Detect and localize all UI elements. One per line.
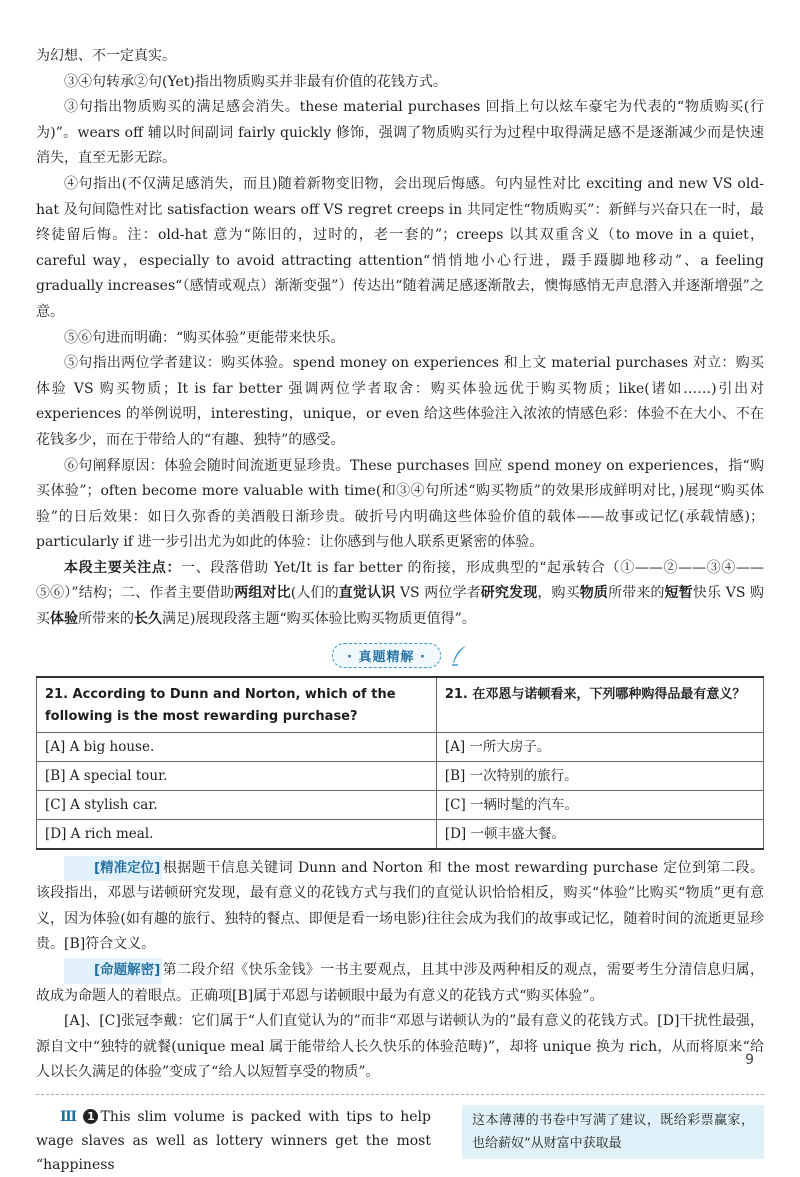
- next-passage-en-text: This slim volume is packed with tips to help wage slaves as well as lottery winners get the most “happiness: [36, 1109, 431, 1173]
- question-stem-en: 21. According to Dunn and Norton, which of the following is the most rewarding purchase?: [37, 677, 437, 733]
- option-zh: [D] 一顿丰盛大餐。: [436, 819, 763, 849]
- analysis-p4: ⑤⑥句进而明确：“购买体验”更能带来快乐。: [64, 329, 345, 346]
- summary-text: ，购买: [537, 585, 580, 602]
- section-banner: [36, 643, 764, 668]
- summary-emphasis: 两组对比: [234, 585, 291, 602]
- question-table: [36, 676, 764, 850]
- quill-pen-icon: [450, 645, 468, 667]
- summary-emphasis: 研究发现: [480, 585, 538, 602]
- tag-precise-locate: [精准定位]: [64, 856, 162, 882]
- question-stem-row: [37, 677, 764, 733]
- explain-locate-text: 根据题干信息关键词 Dunn and Norton 和 the most rewarding purchase 定位到第二段。该段指出，邓恩与诺顿研究发现，最有意义的花钱方式与我们的直觉认识恰恰相反，购买“体验”比购买“物质”更有意义，因为体验(如有趣的旅行、独特的餐点、即便是看一场电影)往往会成为我们的故事或记忆，随着时间的流逝更显珍贵。[B]符合文义。: [36, 859, 764, 953]
- option-en: [C] A stylish car.: [37, 790, 437, 819]
- summary-text: 一、段落借助 Yet/It is far better 的衔接，形成典型的“起承转合（①——②——③④——⑤⑥）”结构；二、作者主要借助: [36, 559, 765, 602]
- option-en: [B] A special tour.: [37, 761, 437, 790]
- summary-label: 本段主要关注点：: [64, 559, 182, 576]
- option-zh: [B] 一次特别的旅行。: [436, 761, 763, 790]
- explain-locate: [36, 856, 764, 958]
- option-row: [37, 819, 764, 849]
- summary-text: VS 两位学者: [395, 585, 481, 602]
- option-zh: [A] 一所大房子。: [436, 732, 763, 761]
- next-passage-preview: [36, 1105, 764, 1177]
- banner-label: · 真题精解 ·: [332, 643, 441, 668]
- question-stem-zh: 21. 在邓恩与诺顿看来，下列哪种购得品最有意义？: [436, 677, 763, 733]
- next-passage-zh: 这本薄薄的书卷中写满了建议，既给彩票赢家，也给薪奴“从财富中获取最: [462, 1105, 764, 1159]
- page-content: [36, 44, 764, 1177]
- next-passage-en: [36, 1105, 431, 1177]
- analysis-p5: ⑤句指出两位学者建议：购买体验。spend money on experiences 和上文 material purchases 对立：购买体验 VS 购买物质；It is far better 强调两位学者取舍：购买体验远优于购买物质；like(诸如……)引出对 experiences 的举例说明，interesting，unique，or even 给这些体验注入浓浓的情感色彩：体验不在大小、不在花钱多少，而在于带给人的“有趣、独特”的感受。: [36, 355, 764, 448]
- section-divider: [36, 1094, 764, 1095]
- option-row: [37, 790, 764, 819]
- summary-emphasis: 物质: [579, 585, 609, 602]
- analysis-line0: 为幻想、不一定真实。: [36, 48, 176, 64]
- sentence-number-icon: 1: [83, 1109, 98, 1124]
- option-en: [D] A rich meal.: [37, 819, 437, 849]
- summary-emphasis: 体验: [50, 611, 78, 628]
- explain-distractors: [A]、[C]张冠李戴：它们属于“人们直觉认为的”而非“邓恩与诺顿认为的”最有意义的花钱方式。[D]干扰性最强，源自文中“独特的就餐(unique meal 属于能带给人长久快乐的体验范畴)”，却将 unique 换为 rich，从而将原来“给人以长久满足的体验”变成了“给人以短暂享受的物质”。: [36, 1013, 764, 1081]
- option-zh: [C] 一辆时髦的汽车。: [436, 790, 763, 819]
- summary-text: 快乐 VS 购买: [36, 585, 765, 628]
- explain-decode-text: 第二段介绍《快乐金钱》一书主要观点，且其中涉及两种相反的观点，需要考生分清信息归属，故成为命题人的着眼点。正确项[B]属于邓恩与诺顿眼中最为有意义的花钱方式“购买体验”。: [36, 962, 764, 1004]
- analysis-p1: ③④句转承②句(Yet)指出物质购买并非最有价值的花钱方式。: [64, 73, 447, 90]
- summary-text: 所带来的: [78, 611, 134, 628]
- analysis-p3: ④句指出(不仅满足感消失，而且)随着新物变旧物，会出现后悔感。句内显性对比 exciting and new VS old-hat 及句间隐性对比 satisfaction wears off VS regret creeps in 共同定性“物质购买”：新鲜与兴奋只在一时，最终徒留后悔。注：old-hat 意为“陈旧的，过时的，老一套的”；creeps 以其双重含义（to move in a quiet，careful way，especially to avoid attracting attention“悄悄地小心行进，蹑手蹑脚地移动”、a feeling gradually increases“（感情或观点）渐渐变强”）传达出“随着满足感逐渐散去，懊悔感悄无声息潜入并逐渐增强”之意。: [36, 175, 764, 320]
- summary-text: 满足)展现段落主题“购买体验比购买物质更值得”。: [162, 611, 476, 628]
- analysis-p6: ⑥句阐释原因：体验会随时间流逝更显珍贵。These purchases 回应 spend money on experiences，指“购买体验”；often become more valuable with time(和③④句所述“购买物质”的效果形成鲜明对比，)展现“购买体验”的日后效果：如日久弥香的美酒般日渐珍贵。破折号内明确这些体验价值的载体——故事或记忆(承载情感)；particularly if 进一步引出尤为如此的体验：让你感到与他人联系更紧密的体验。: [36, 457, 764, 551]
- summary-emphasis: 直觉认识: [338, 585, 396, 602]
- option-row: [37, 761, 764, 790]
- summary-text: (人们的: [290, 585, 339, 602]
- option-en: [A] A big house.: [37, 732, 437, 761]
- paragraph-summary: [36, 556, 764, 633]
- page-number: 9: [745, 1052, 754, 1068]
- analysis-p2: ③句指出物质购买的满足感会消失。these material purchases 回指上句以炫车豪宅为代表的“物质购买(行为)”。wears off 辅以时间副词 fairly quickly 修饰，强调了物质购买行为过程中取得满足感不是逐渐减少而是快速消失，直至无影无踪。: [36, 99, 764, 167]
- explain-decode: [36, 958, 764, 1009]
- section-roman-numeral: Ⅲ: [60, 1109, 80, 1125]
- summary-text: 所带来的: [608, 585, 665, 602]
- summary-emphasis: 短暂: [664, 585, 693, 602]
- tag-question-decode: [命题解密]: [64, 958, 162, 984]
- summary-emphasis: 长久: [134, 611, 162, 628]
- option-row: [37, 732, 764, 761]
